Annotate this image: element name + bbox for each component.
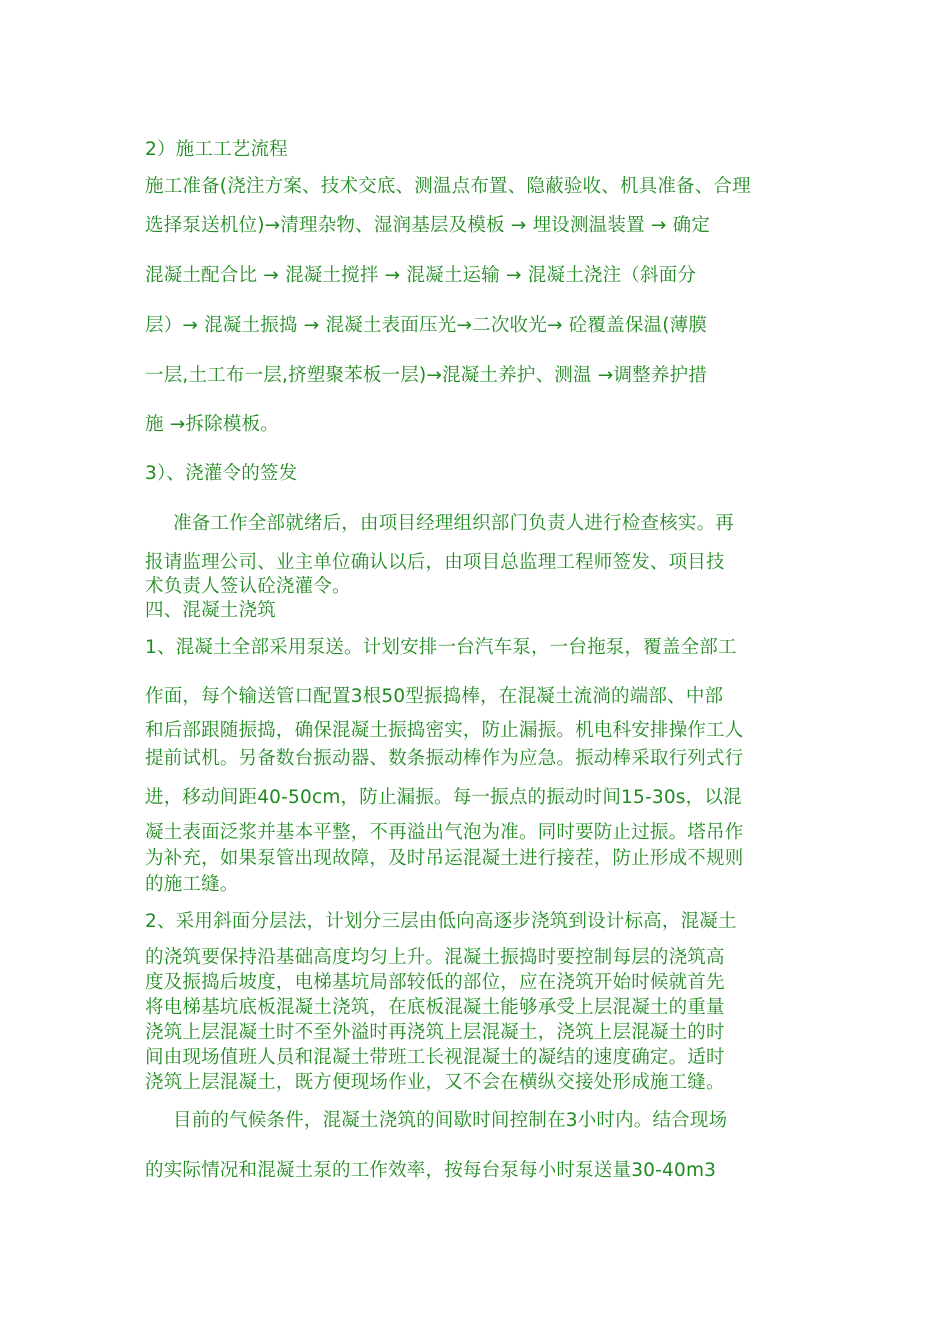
paragraph-line: 的施工缝。 <box>145 874 239 895</box>
process-line: 施 →拆除模板。 <box>145 414 279 435</box>
paragraph-line: 将电梯基坑底板混凝土浇筑，在底板混凝土能够承受上层混凝土的重量 <box>145 997 725 1018</box>
paragraph-line: 浇筑上层混凝土时不至外溢时再浇筑上层混凝土，浇筑上层混凝土的时 <box>145 1022 725 1043</box>
process-line: 施工准备(浇注方案、技术交底、测温点布置、隐蔽验收、机具准备、合理 <box>145 176 751 197</box>
paragraph-line: 提前试机。另备数台振动器、数条振动棒作为应急。振动棒采取行列式行 <box>145 748 744 769</box>
heading-pouring-order: 3）、浇灌令的签发 <box>145 463 298 484</box>
paragraph-line: 凝土表面泛浆并基本平整，不再溢出气泡为准。同时要防止过振。塔吊作 <box>145 822 744 843</box>
paragraph-line: 为补充，如果泵管出现故障，及时吊运混凝土进行接茬，防止形成不规则 <box>145 848 744 869</box>
paragraph-line: 报请监理公司、业主单位确认以后，由项目总监理工程师签发、项目技 <box>145 552 725 573</box>
paragraph-line: 进，移动间距40-50cm，防止漏振。每一振点的振动时间15-30s，以混 <box>145 787 742 808</box>
paragraph-line: 术负责人签认砼浇灌令。 <box>145 576 351 597</box>
paragraph-line: 2、采用斜面分层法，计划分三层由低向高逐步浇筑到设计标高，混凝土 <box>145 911 737 932</box>
process-line: 选择泵送机位)→清理杂物、湿润基层及模板 → 埋设测温装置 → 确定 <box>145 215 711 236</box>
paragraph-line: 目前的气候条件，混凝土浇筑的间歇时间控制在3小时内。结合现场 <box>173 1110 728 1131</box>
paragraph-line: 间由现场值班人员和混凝土带班工长视混凝土的凝结的速度确定。适时 <box>145 1047 725 1068</box>
paragraph-line: 的实际情况和混凝土泵的工作效率，按每台泵每小时泵送量30-40m3 <box>145 1160 717 1181</box>
paragraph-line: 浇筑上层混凝土，既方便现场作业，又不会在横纵交接处形成施工缝。 <box>145 1072 725 1093</box>
paragraph-line: 1、混凝土全部采用泵送。计划安排一台汽车泵，一台拖泵，覆盖全部工 <box>145 637 737 658</box>
paragraph-line: 准备工作全部就绪后，由项目经理组织部门负责人进行检查核实。再 <box>173 513 735 534</box>
paragraph-line: 度及振捣后坡度，电梯基坑局部较低的部位，应在浇筑开始时候就首先 <box>145 972 725 993</box>
section-heading: 四、混凝土浇筑 <box>145 600 276 621</box>
paragraph-line: 作面，每个输送管口配置3根50型振捣棒，在混凝土流淌的端部、中部 <box>145 686 724 707</box>
paragraph-line: 和后部跟随振捣，确保混凝土振捣密实，防止漏振。机电科安排操作工人 <box>145 720 744 741</box>
process-line: 层）→ 混凝土振捣 → 混凝土表面压光→二次收光→ 砼覆盖保温(薄膜 <box>145 315 708 336</box>
heading-construction-process: 2）施工工艺流程 <box>145 139 288 160</box>
process-line: 混凝土配合比 → 混凝土搅拌 → 混凝土运输 → 混凝土浇注（斜面分 <box>145 265 697 286</box>
paragraph-line: 的浇筑要保持沿基础高度均匀上升。混凝土振捣时要控制每层的浇筑高 <box>145 947 725 968</box>
process-line: 一层,土工布一层,挤塑聚苯板一层)→混凝土养护、测温 →调整养护措 <box>145 365 707 386</box>
